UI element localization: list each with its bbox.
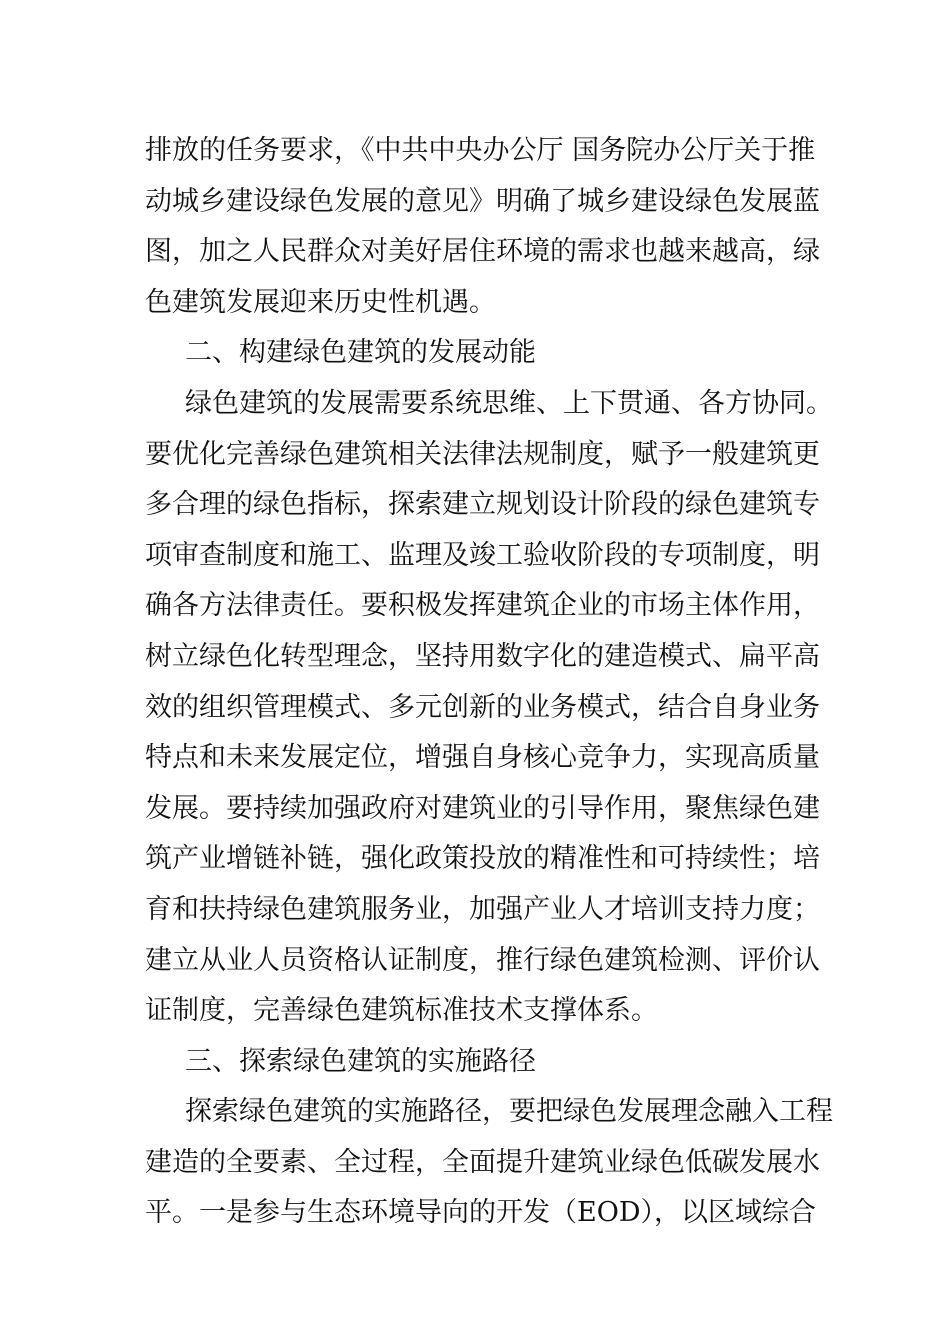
paragraph-2-line-1: 绿色建筑的发展需要系统思维、上下贯通、各方协同。 [185,387,833,419]
paragraph-3-line-1: 探索绿色建筑的实施路径，要把绿色发展理念融入工程 [185,1096,833,1128]
paragraph-3-line-3: 平。一是参与生态环境导向的开发（EOD），以区域综合 [145,1197,816,1229]
paragraph-1-line-4: 色建筑发展迎来历史性机遇。 [145,286,496,318]
paragraph-2-line-9: 发展。要持续加强政府对建筑业的引导作用，聚焦绿色建 [145,792,820,824]
paragraph-2-line-3: 多合理的绿色指标，探索建立规划设计阶段的绿色建筑专 [145,489,820,521]
section-heading-3: 三、探索绿色建筑的实施路径 [185,1045,536,1077]
paragraph-2-line-5: 确各方法律责任。要积极发挥建筑企业的市场主体作用， [145,590,820,622]
paragraph-2-line-7: 效的组织管理模式、多元创新的业务模式，结合自身业务 [145,691,820,723]
paragraph-2-line-6: 树立绿色化转型理念，坚持用数字化的建造模式、扁平高 [145,640,820,672]
paragraph-3-line-2: 建造的全要素、全过程，全面提升建筑业绿色低碳发展水 [145,1146,820,1178]
paragraph-2-line-11: 育和扶持绿色建筑服务业，加强产业人才培训支持力度； [145,893,820,925]
paragraph-2-line-4: 项审查制度和施工、监理及竣工验收阶段的专项制度，明 [145,539,820,571]
paragraph-1-line-2: 动城乡建设绿色发展的意见》明确了城乡建设绿色发展蓝 [145,185,820,217]
paragraph-2-line-12: 建立从业人员资格认证制度，推行绿色建筑检测、评价认 [145,944,820,976]
paragraph-2-line-10: 筑产业增链补链，强化政策投放的精准性和可持续性；培 [145,843,820,875]
section-heading-2: 二、构建绿色建筑的发展动能 [185,337,536,369]
paragraph-2-line-8: 特点和未来发展定位，增强自身核心竞争力，实现高质量 [145,742,820,774]
paragraph-2-line-13: 证制度，完善绿色建筑标准技术支撑体系。 [145,995,658,1027]
paragraph-1-line-1: 排放的任务要求，《中共中央办公厅 国务院办公厅关于推 [145,135,816,166]
paragraph-1-line-3: 图，加之人民群众对美好居住环境的需求也越来越高，绿 [145,236,820,268]
document-body [145,126,833,1239]
paragraph-2-line-2: 要优化完善绿色建筑相关法律法规制度，赋予一般建筑更 [145,438,820,470]
